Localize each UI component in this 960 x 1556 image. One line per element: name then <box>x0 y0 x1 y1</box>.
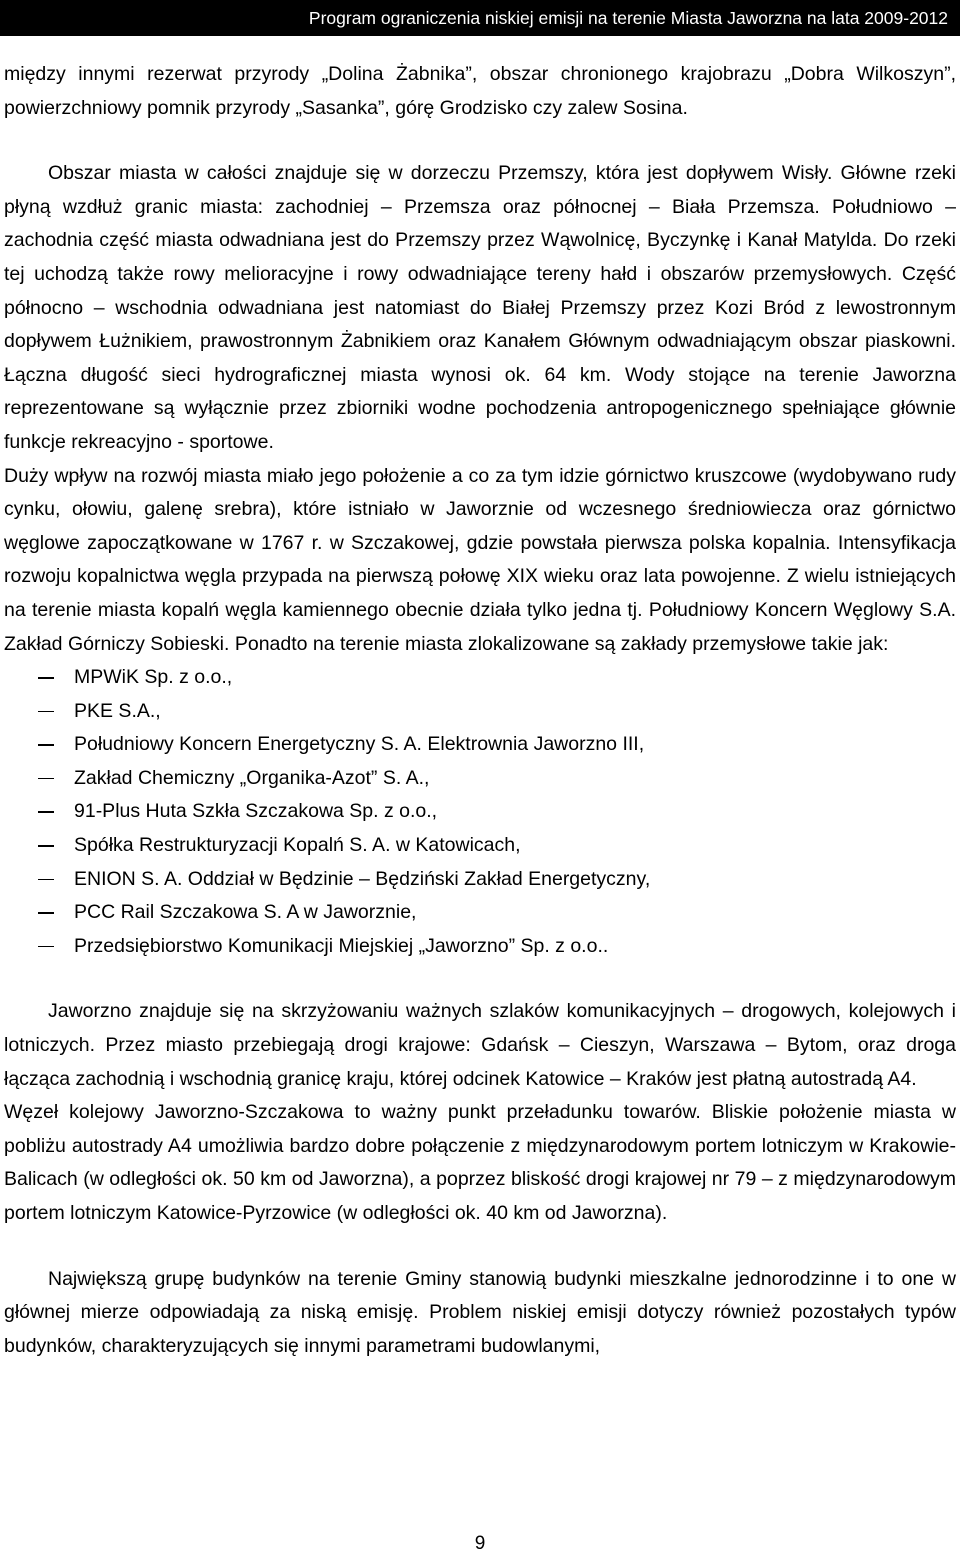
dash-bullet-icon <box>38 946 54 948</box>
list-item <box>4 863 956 897</box>
dash-bullet-icon <box>38 811 54 813</box>
list-item-text: Zakład Chemiczny „Organika-Azot” S. A., <box>74 766 430 789</box>
paragraph-hydrography: Obszar miasta w całości znajduje się w dorzeczu Przemszy, która jest dopływem Wisły. Główne rzeki płyną wzdłuż granic miasta: zachodniej – Przemsza oraz północnej – Biała Przemsza. Południowo – zachodnia część miasta odwadniana jest do Przemszy przez Wąwolnicę, Byczynkę i Kanał Matylda. Do rzeki tej uchodzą także rowy melioracyjne i rowy odwadniające tereny hałd i obszarów przemysłowych. Część północno – wschodnia odwadniana jest natomiast do Białej Przemszy przez Kozi Bród z lewostronnym dopływem Łużnikiem, prawostronnym Żabnikiem oraz Kanałem Głównym odwadniającym obszar piaskowni. Łączna długość sieci hydrograficznej miasta wynosi ok. 64 km. Wody stojące na terenie Jaworzna reprezentowane są wyłącznie przez zbiorniki wodne pochodzenia antropogenicznego spełniające głównie funkcje rekreacyjno - sportowe. <box>4 162 956 453</box>
paragraph-gap <box>4 963 956 995</box>
list-item <box>4 695 956 729</box>
paragraph-protected-areas: między innymi rezerwat przyrody „Dolina Żabnika”, obszar chronionego krajobrazu „Dobra Wilkoszyn”, powierzchniowy pomnik przyrody „Sasanka”, górę Grodzisko czy zalew Sosina. <box>4 63 956 119</box>
list-item-text: MPWiK Sp. z o.o., <box>74 666 233 689</box>
list-item-text: Spółka Restrukturyzacji Kopalń S. A. w Katowicach, <box>74 834 521 857</box>
dash-bullet-icon <box>38 912 54 914</box>
list-item <box>4 728 956 762</box>
dash-bullet-icon <box>38 778 54 780</box>
list-item <box>4 762 956 796</box>
companies-list <box>4 661 956 963</box>
paragraph-railway-airports: Węzeł kolejowy Jaworzno-Szczakowa to ważny punkt przeładunku towarów. Bliskie położenie miasta w pobliżu autostrady A4 umożliwia bardzo dobre połączenie z międzynarodowym portem lotniczym w Krakowie-Balicach (w odległości ok. 50 km od Jaworzna), a poprzez bliskość drogi krajowej nr 79 – z międzynarodowym portem lotniczym Katowice-Pyrzowice (w odległości ok. 40 km od Jaworzna). <box>4 1101 956 1224</box>
dash-bullet-icon <box>38 744 54 746</box>
list-item <box>4 795 956 829</box>
list-item-text: Południowy Koncern Energetyczny S. A. Elektrownia Jaworzno III, <box>74 733 645 756</box>
paragraph-transport: Jaworzno znajduje się na skrzyżowaniu ważnych szlaków komunikacyjnych – drogowych, kolejowych i lotniczych. Przez miasto przebiegają drogi krajowe: Gdańsk – Cieszyn, Warszawa – Bytom, oraz droga łącząca zachodnią i wschodnią granicę kraju, której odcinek Katowice – Kraków jest płatną autostradą A4. <box>4 1000 956 1090</box>
list-item-text: PCC Rail Szczakowa S. A w Jaworznie, <box>74 901 417 924</box>
list-item <box>4 896 956 930</box>
document-body <box>4 58 956 1363</box>
paragraph-gap <box>4 1231 956 1263</box>
list-item <box>4 661 956 695</box>
list-item <box>4 930 956 964</box>
list-item-text: 91-Plus Huta Szkła Szczakowa Sp. z o.o., <box>74 800 438 823</box>
paragraph-low-emission: Największą grupę budynków na terenie Gminy stanowią budynki mieszkalne jednorodzinne i to one w głównej mierze odpowiadają za niską emisję. Problem niskiej emisji dotyczy również pozostałych typów budynków, charakteryzujących się innymi parametrami budowlanymi, <box>4 1267 956 1357</box>
paragraph-gap <box>4 125 956 157</box>
dash-bullet-icon <box>38 711 54 713</box>
dash-bullet-icon <box>38 845 54 847</box>
dash-bullet-icon <box>38 879 54 881</box>
list-item-text: ENION S. A. Oddział w Będzinie – Będziński Zakład Energetyczny, <box>74 867 651 890</box>
list-item <box>4 829 956 863</box>
page-number: 9 <box>474 1533 486 1554</box>
dash-bullet-icon <box>38 677 54 679</box>
paragraph-mining-history: Duży wpływ na rozwój miasta miało jego położenie a co za tym idzie górnictwo kruszcowe (wydobywano rudy cynku, ołowiu, galenę srebra), które istniało w Jaworznie od wczesnego średniowiecza oraz górnictwo węglowe zapoczątkowane w 1767 r. w Szczakowej, gdzie powstała pierwsza polska kopalnia. Intensyfikacja rozwoju kopalnictwa węgla przypada na pierwszą połowę XIX wieku oraz lata powojenne. Z wielu istniejących na terenie miasta kopalń węgla kamiennego obecnie działa tylko jedna tj. Południowy Koncern Węglowy S.A. Zakład Górniczy Sobieski. Ponadto na terenie miasta zlokalizowane są zakłady przemysłowe takie jak: <box>4 464 956 655</box>
list-item-text: PKE S.A., <box>74 699 161 722</box>
running-header: Program ograniczenia niskiej emisji na terenie Miasta Jaworzna na lata 2009-2012 <box>0 0 960 36</box>
list-item-text: Przedsiębiorstwo Komunikacji Miejskiej „Jaworzno” Sp. z o.o.. <box>74 934 609 957</box>
